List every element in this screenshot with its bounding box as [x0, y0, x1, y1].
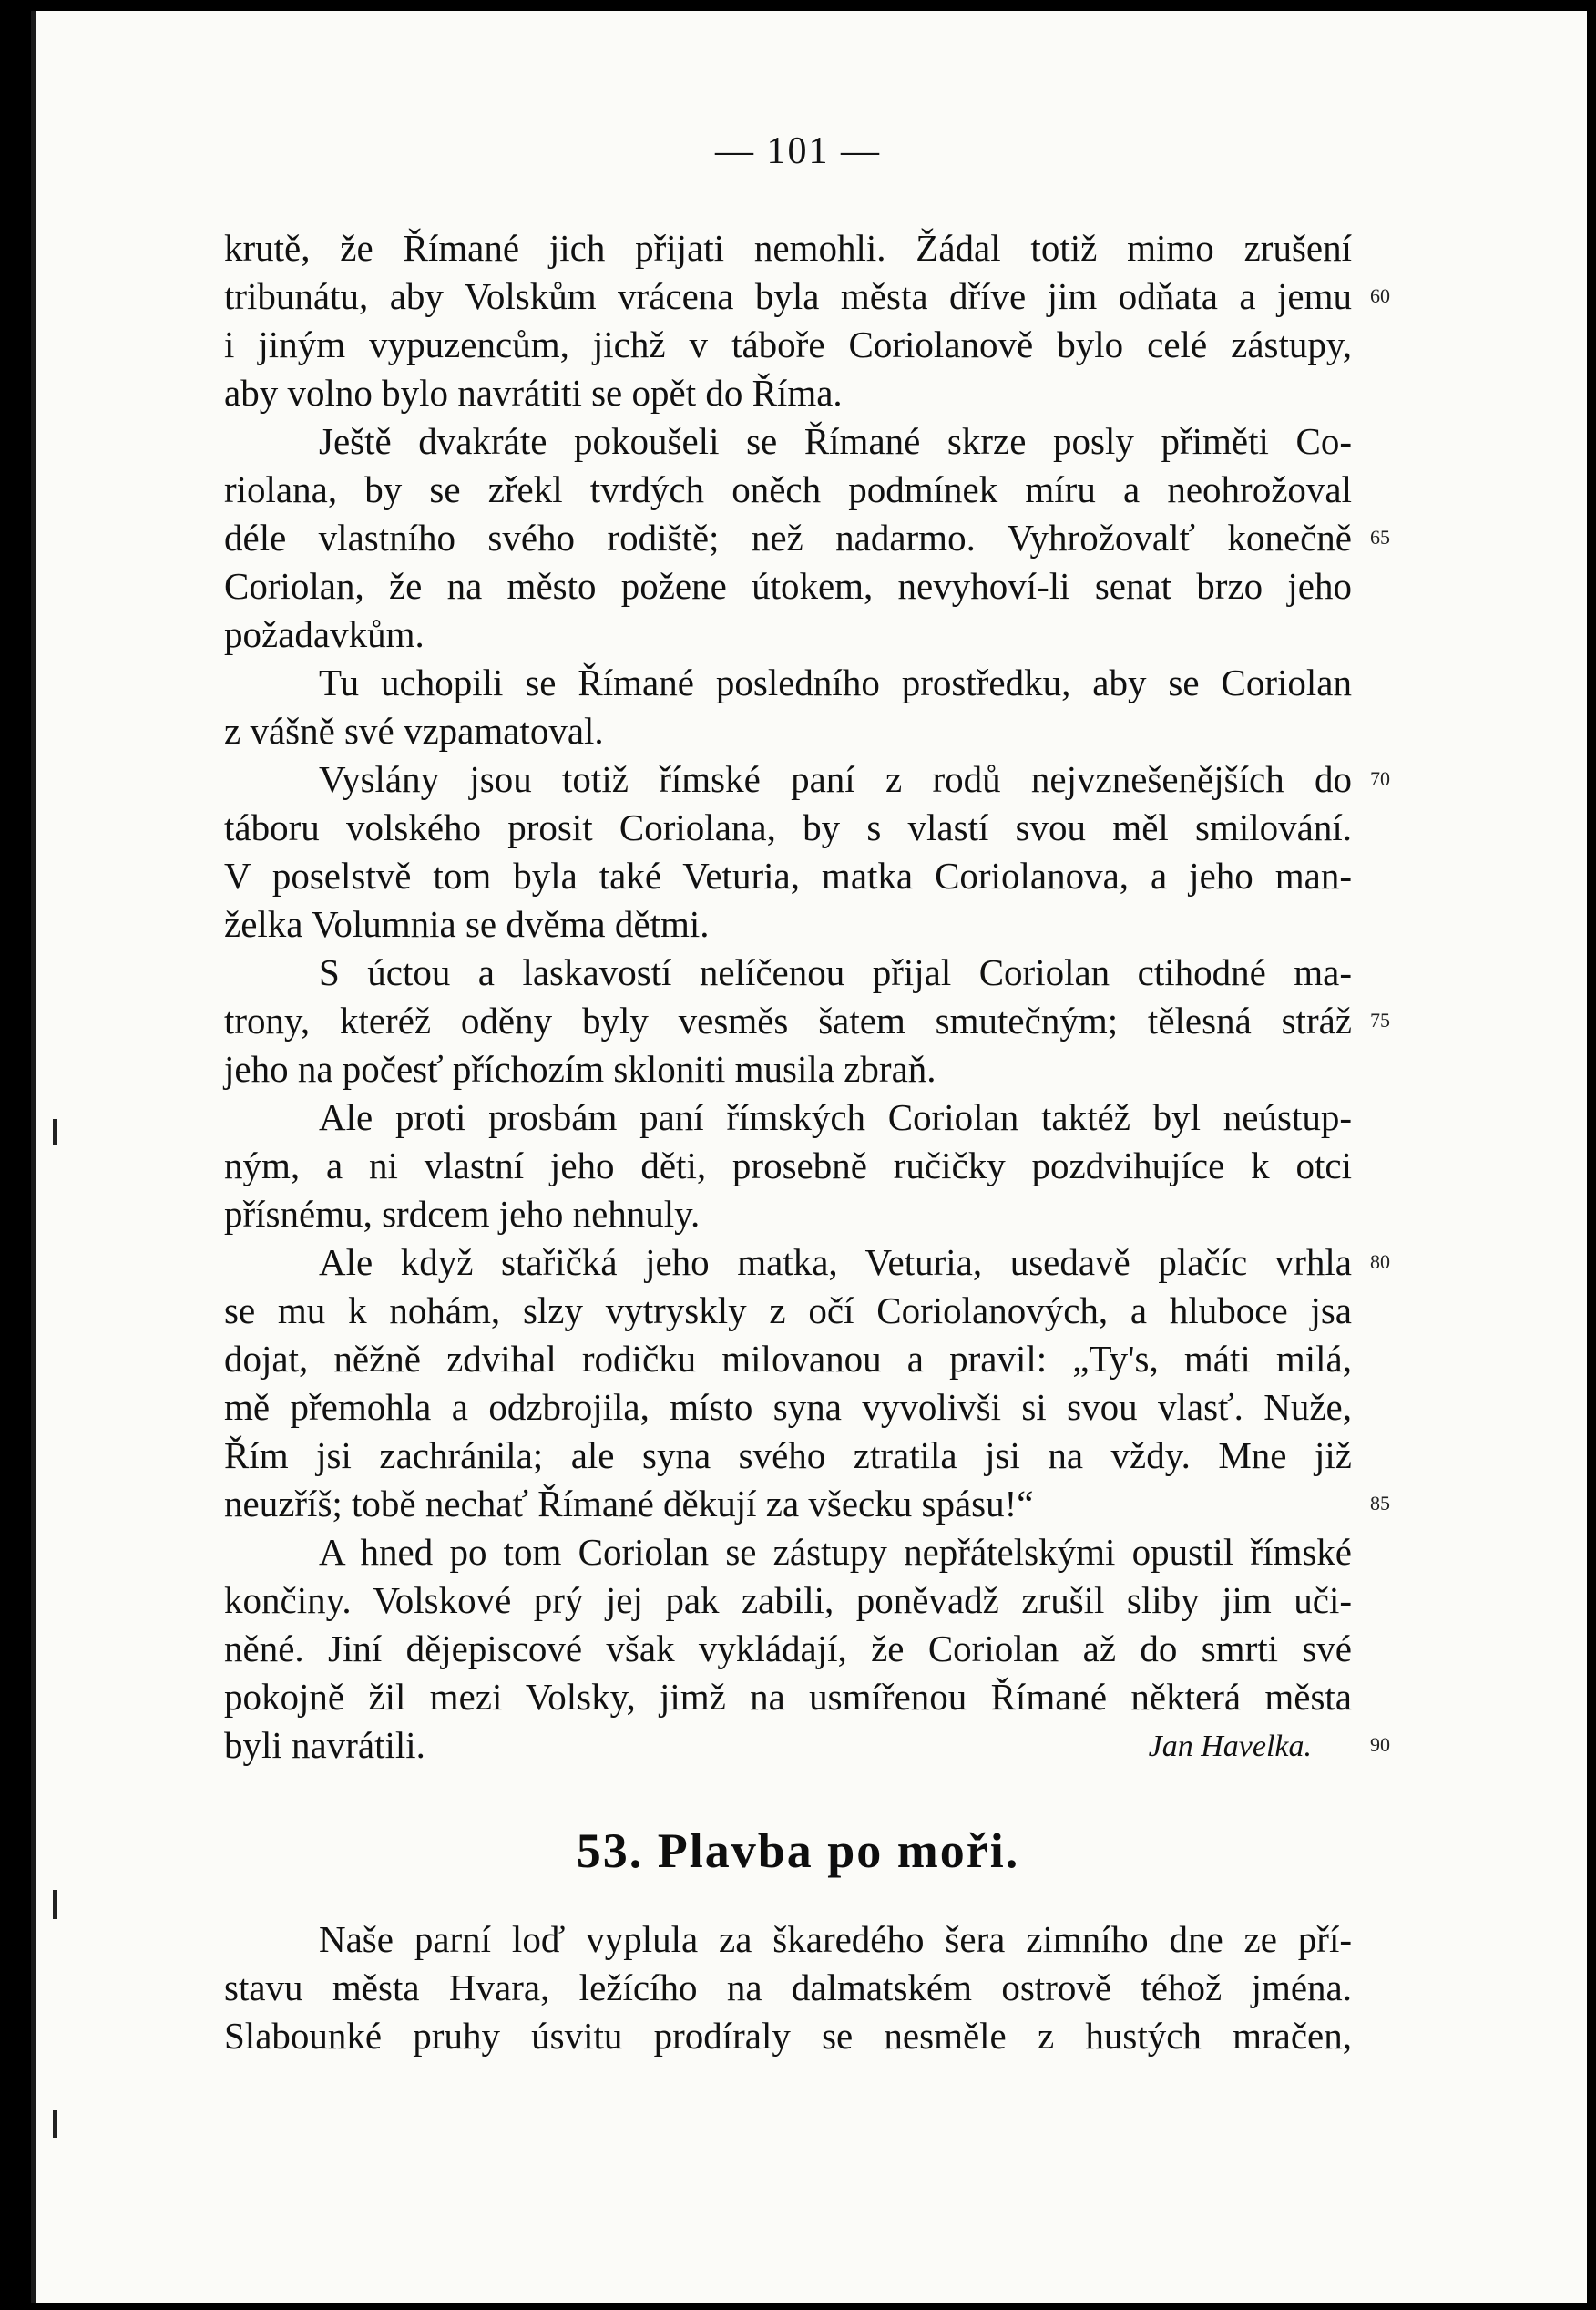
text-line: přísnému, srdcem jeho nehnuly.: [224, 1193, 701, 1235]
margin-mark: [53, 1890, 57, 1919]
text-line: trony, kteréž oděny byly vesměs šatem smutečným; tělesná stráž: [224, 1000, 1352, 1042]
text-line: se mu k nohám, slzy vytryskly z očí Coriolanových, a hluboce jsa: [224, 1289, 1352, 1331]
text-line: Coriolan, že na město požene útokem, nevyhoví-li senat brzo jeho: [224, 565, 1352, 607]
text-line: Ale když stařičká jeho matka, Veturia, usedavě plačíc vrhla: [319, 1241, 1352, 1283]
margin-mark: [53, 2110, 57, 2138]
page-number: — 101 —: [715, 130, 881, 172]
line-number: 65: [1370, 526, 1390, 549]
text-line: Naše parní loď vyplula za škaredého šera zimního dne ze pří-: [319, 1918, 1352, 1960]
line-number: 85: [1370, 1492, 1390, 1514]
line-number: 75: [1370, 1009, 1390, 1032]
text-line: A hned po tom Coriolan se zástupy nepřátelskými opustil římské: [319, 1531, 1352, 1573]
text-line: V poselstvě tom byla také Veturia, matka Coriolanova, a jeho man-: [224, 855, 1352, 897]
binding-edge: [31, 11, 36, 2303]
text-line: stavu města Hvara, ležícího na dalmatském ostrově téhož jména.: [224, 1966, 1352, 2008]
margin-mark: [53, 1119, 57, 1145]
text-line: déle vlastního svého rodiště; než nadarmo. Vyhrožovalť konečně: [224, 517, 1352, 559]
text-line: táboru volského prosit Coriolana, by s vlastí svou měl smilování.: [224, 806, 1352, 848]
text-line: mě přemohla a odzbrojila, místo syna vyvolivši si svou vlasť. Nuže,: [224, 1386, 1352, 1428]
text-line: něné. Jiní dějepiscové však vykládají, že Coriolan až do smrti své: [224, 1627, 1352, 1669]
section-heading: 53. Plavba po moři.: [576, 1823, 1020, 1878]
text-line: aby volno bylo navrátiti se opět do Říma.: [224, 372, 843, 414]
text-line: krutě, že Římané jich přijati nemohli. Žádal totiž mimo zrušení: [224, 227, 1352, 269]
text-line: Ještě dvakráte pokoušeli se Římané skrze posly přiměti Co-: [319, 420, 1352, 462]
text-line: z vášně své vzpamatoval.: [224, 710, 604, 752]
text-line: Vyslány jsou totiž římské paní z rodů nejvznešenějších do: [319, 758, 1352, 800]
text-line: ným, a ni vlastní jeho děti, prosebně ručičky pozdvihujíce k otci: [224, 1145, 1352, 1186]
text-line: želka Volumnia se dvěma dětmi.: [224, 903, 710, 945]
text-line: Slabounké pruhy úsvitu prodíraly se nesměle z hustých mračen,: [224, 2015, 1352, 2057]
text-line: Ale proti prosbám paní římských Coriolan taktéž byl neústup-: [319, 1096, 1352, 1138]
line-number: 60: [1370, 284, 1390, 307]
text-line: i jiným vypuzencům, jichž v táboře Coriolanově bylo celé zástupy,: [224, 323, 1352, 365]
line-number: 90: [1370, 1733, 1390, 1756]
text-line: neuzříš; tobě nechať Římané děkují za všecku spásu!“: [224, 1483, 1034, 1525]
text-line: jeho na počesť příchozím skloniti musila zbraň.: [224, 1048, 936, 1090]
text-line: byli navrátili.: [224, 1724, 425, 1766]
text-line: S úctou a laskavostí nelíčenou přijal Coriolan ctihodné ma-: [319, 951, 1352, 993]
text-line: Tu uchopili se Římané posledního prostředku, aby se Coriolan: [319, 662, 1352, 703]
line-number: 80: [1370, 1250, 1390, 1273]
text-line: končiny. Volskové prý jej pak zabili, poněvadž zrušil sliby jim uči-: [224, 1579, 1352, 1621]
text-line: Řím jsi zachránila; ale syna svého ztratila jsi na vždy. Mne již: [224, 1434, 1352, 1476]
text-line: dojat, něžně zdvihal rodičku milovanou a pravil: „Ty's, máti milá,: [224, 1338, 1352, 1380]
line-number: 70: [1370, 767, 1390, 790]
text-line: tribunátu, aby Volskům vrácena byla města dříve jim odňata a jemu: [224, 275, 1352, 317]
text-line: pokojně žil mezi Volsky, jimž na usmířenou Římané některá města: [224, 1676, 1352, 1718]
text-line: riolana, by se zřekl tvrdých oněch podmínek míru a neohrožoval: [224, 468, 1352, 510]
text-line: požadavkům.: [224, 613, 425, 655]
author-signature: Jan Havelka.: [1148, 1730, 1312, 1763]
